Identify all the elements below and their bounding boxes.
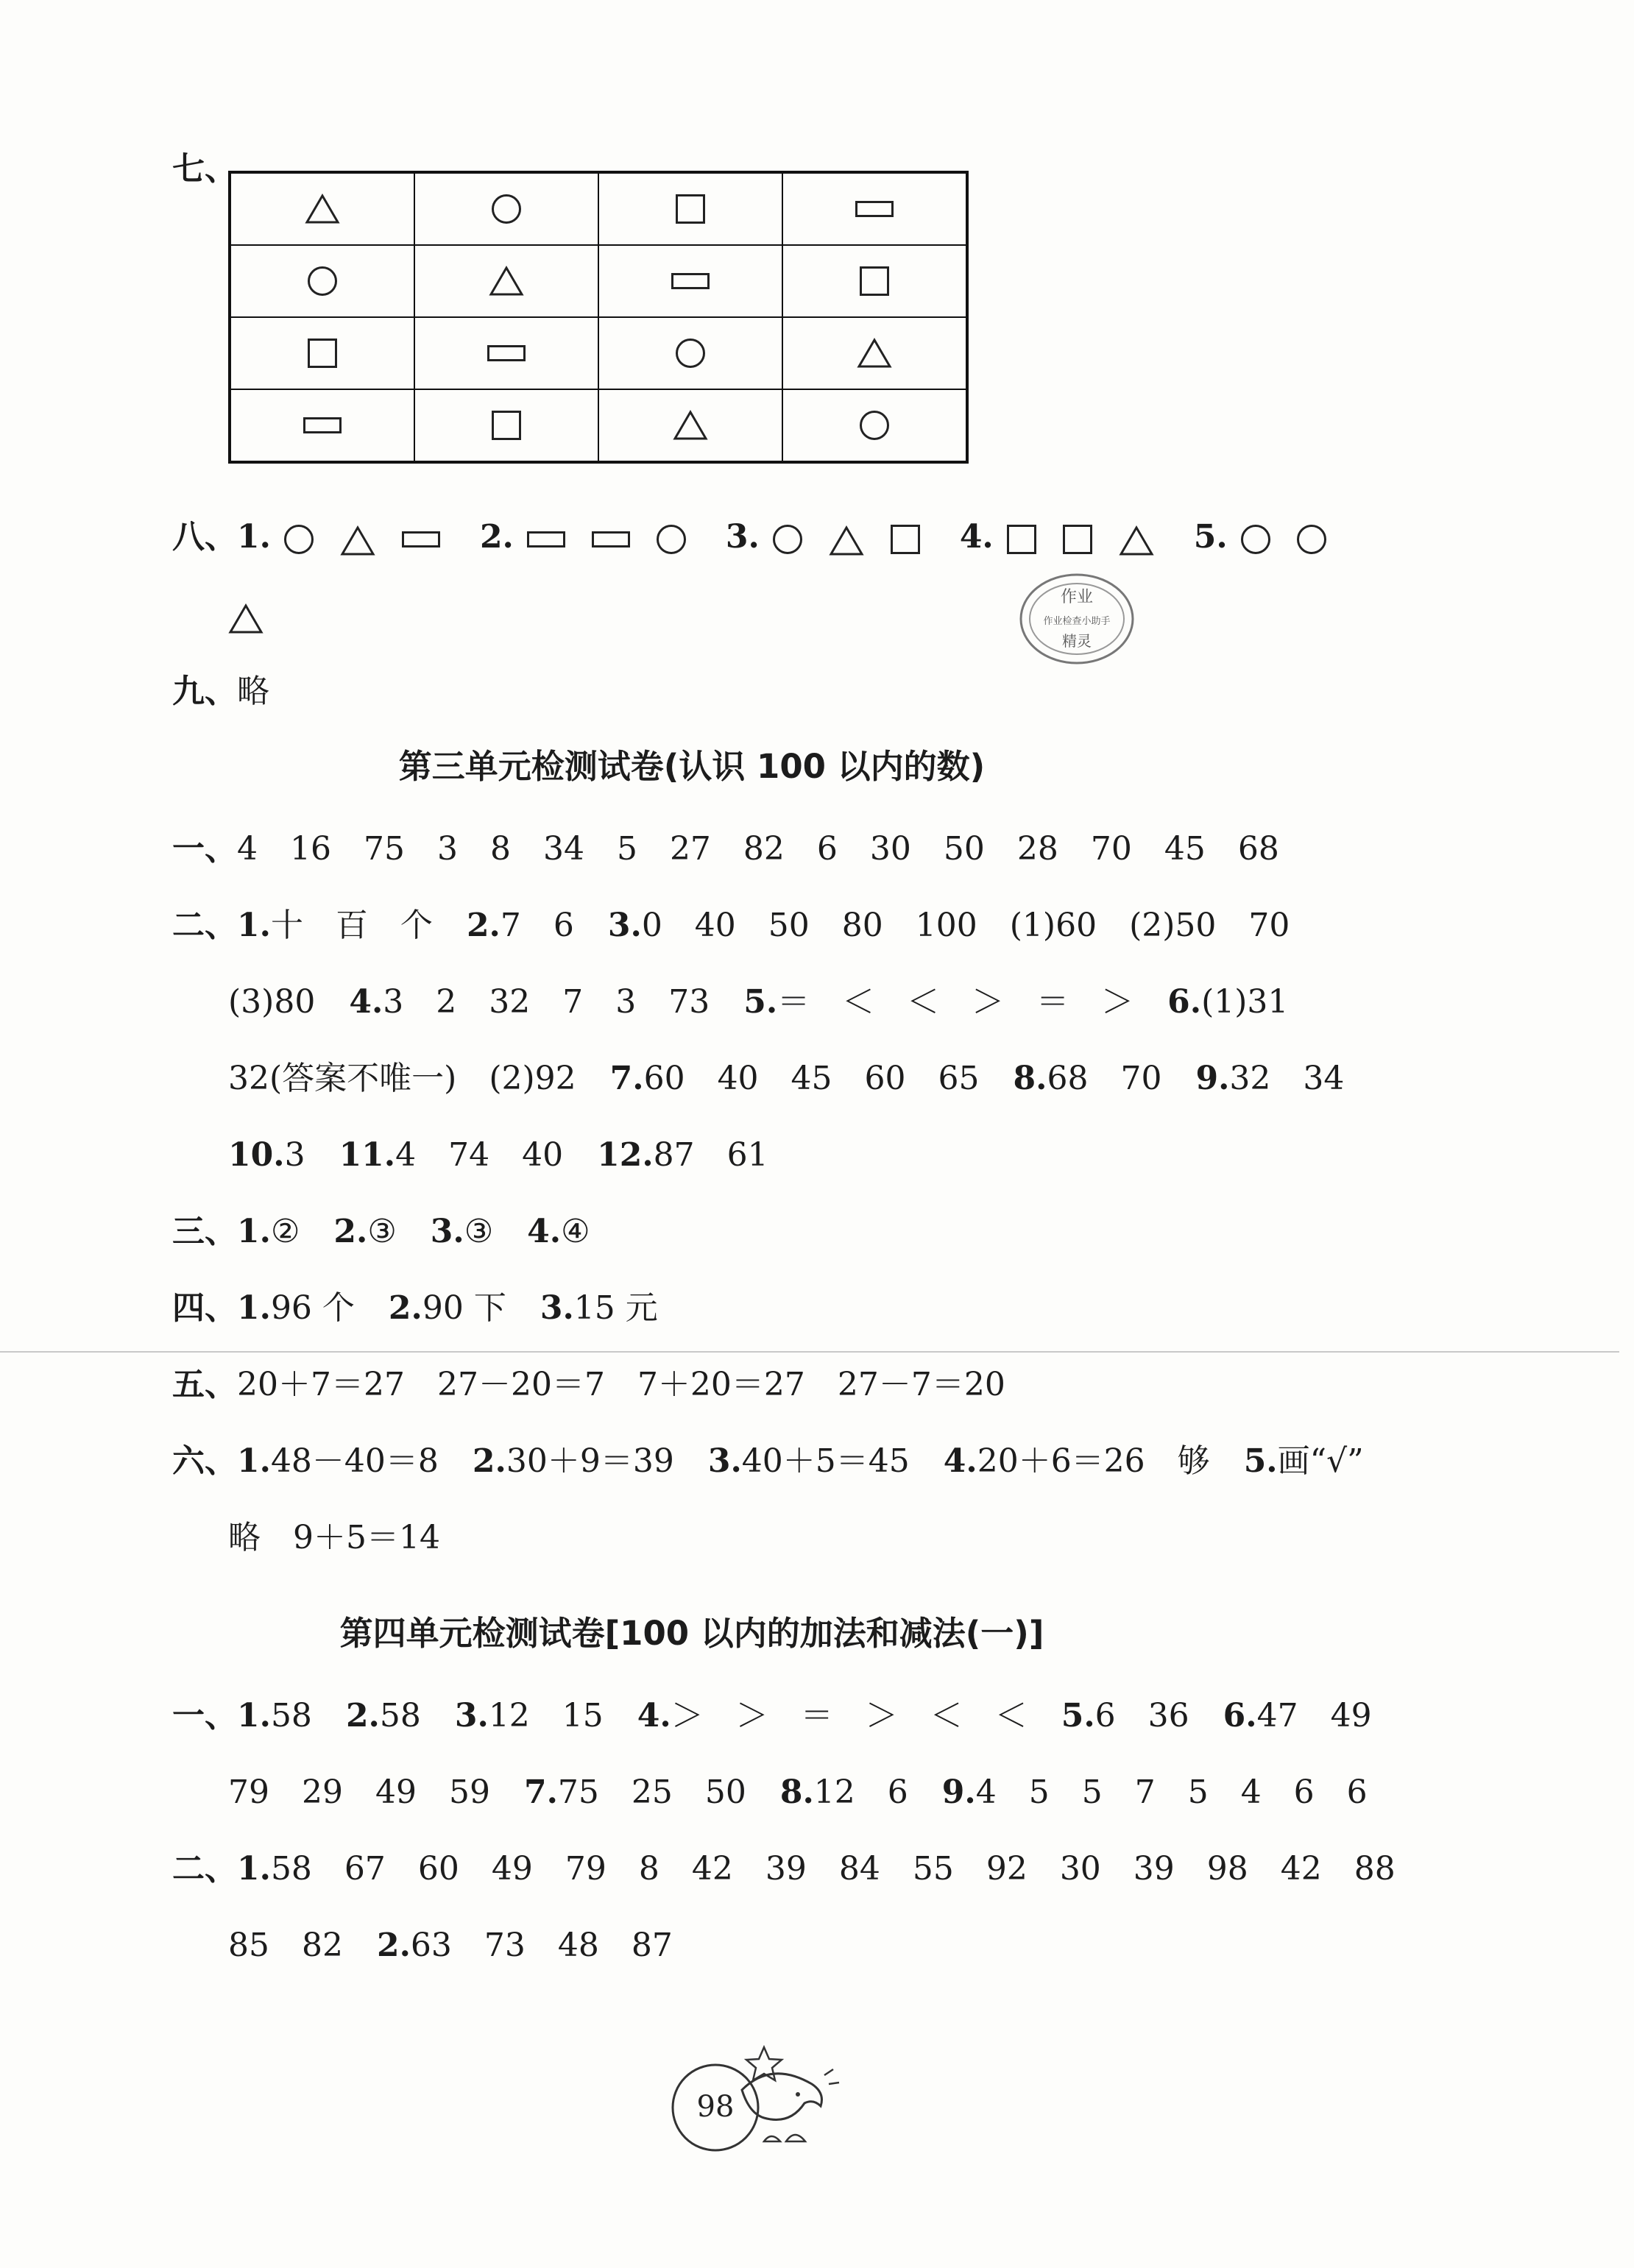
page-number: 98 — [696, 2090, 735, 2124]
rectangle-icon — [402, 531, 440, 547]
section-jiu: 九、略 — [172, 673, 269, 710]
table-cell — [782, 172, 967, 245]
circle-icon — [657, 525, 686, 554]
rectangle-icon — [592, 531, 630, 547]
square-icon — [676, 194, 705, 224]
circle-icon — [773, 525, 802, 554]
triangle-icon — [305, 194, 340, 224]
table-row — [230, 245, 967, 317]
triangle-icon — [340, 524, 375, 555]
table-cell — [230, 172, 414, 245]
triangle-icon — [489, 266, 524, 297]
circle-icon — [860, 411, 889, 440]
section-ba-line — [172, 515, 1340, 559]
answer-number: 3. — [725, 518, 760, 556]
unit3-liu-line1: 六、1.48－40＝8 2.30＋9＝39 3.40＋5＝45 4.20＋6＝26 够 5.画“√” — [172, 1442, 1364, 1480]
answer-number: 2. — [479, 518, 514, 556]
answer-number: 1. — [237, 518, 271, 556]
square-icon — [1007, 525, 1036, 554]
page-fold-line — [0, 1351, 1619, 1353]
table-cell — [598, 389, 782, 462]
table-row — [230, 317, 967, 389]
triangle-icon — [673, 410, 708, 441]
shell-icon — [764, 2136, 780, 2141]
unit4-yi-line2: 79 29 49 59 7.75 25 50 8.12 6 9.4 5 5 7 5 4 6 6 — [228, 1773, 1368, 1811]
triangle-icon — [228, 602, 264, 633]
table-cell — [782, 245, 967, 317]
square-icon — [492, 411, 521, 440]
triangle-icon — [857, 338, 892, 369]
table-cell — [782, 389, 967, 462]
stamp-top-text: 作业 — [1060, 588, 1094, 606]
table-cell — [414, 172, 598, 245]
rectangle-icon — [855, 201, 894, 217]
table-cell — [414, 317, 598, 389]
unit4-yi-line1: 一、1.58 2.58 3.12 15 4.＞ ＞ ＝ ＞ ＜ ＜ 5.6 36 6.47 49 — [172, 1697, 1372, 1734]
unit3-yi: 一、4 16 75 3 8 34 5 27 82 6 30 50 28 70 45 68 — [172, 830, 1279, 868]
unit3-er-line2: (3)80 4.3 2 32 7 3 73 5.＝ ＜ ＜ ＞ ＝ ＞ 6.(1)31 — [228, 983, 1289, 1021]
rectangle-icon — [671, 273, 710, 289]
stamp-middle-text: 作业检查小助手 — [1043, 616, 1111, 627]
unit3-er-line1: 二、1.十 百 个 2.7 6 3.0 40 50 80 100 (1)60 (2)50 70 — [172, 907, 1290, 944]
square-icon — [308, 339, 337, 368]
unit4-er-line2: 85 82 2.63 73 48 87 — [228, 1927, 673, 1964]
table-cell — [230, 389, 414, 462]
homework-stamp — [1014, 564, 1139, 674]
circle-icon — [676, 339, 705, 368]
dolphin-icon — [742, 2074, 822, 2120]
circle-icon — [284, 525, 314, 554]
table-cell — [598, 245, 782, 317]
unit3-wu: 五、20＋7＝27 27－20＝7 7＋20＝27 27－7＝20 — [172, 1366, 1005, 1403]
rectangle-icon — [303, 417, 342, 433]
unit3-si: 四、1.96 个 2.90 下 3.15 元 — [172, 1289, 658, 1327]
table-cell — [230, 317, 414, 389]
table-cell — [598, 172, 782, 245]
triangle-icon — [1119, 524, 1154, 555]
answer-number: 5. — [1193, 518, 1228, 556]
table-cell — [230, 245, 414, 317]
triangle-icon — [829, 524, 864, 555]
square-icon — [891, 525, 920, 554]
table-cell — [598, 317, 782, 389]
section-ba-label: 八、 — [172, 518, 237, 556]
page-number-badge — [654, 2031, 845, 2156]
answer-number: 4. — [959, 518, 994, 556]
stamp-bottom-text: 精灵 — [1062, 632, 1092, 650]
unit3-er-line4: 10.3 11.4 74 40 12.87 61 — [228, 1136, 768, 1174]
unit4-er-line1: 二、1.58 67 60 49 79 8 42 39 84 55 92 30 39 98 42 88 — [172, 1850, 1396, 1888]
unit3-liu-line2: 略 9＋5＝14 — [228, 1519, 440, 1556]
section-qi-label: 七、 — [172, 150, 237, 188]
circle-icon — [308, 266, 337, 296]
table-cell — [414, 245, 598, 317]
circle-icon — [492, 194, 521, 224]
rectangle-icon — [487, 345, 526, 361]
circle-icon — [1297, 525, 1326, 554]
square-icon — [1063, 525, 1092, 554]
unit3-er-line3: 32(答案不唯一) (2)92 7.60 40 45 60 65 8.68 70 9.32 34 — [228, 1060, 1345, 1097]
table-row — [230, 172, 967, 245]
circle-icon — [1241, 525, 1270, 554]
unit4-title: 第四单元检测试卷[100 以内的加法和减法(一)] — [339, 1614, 1044, 1653]
section-ba-line2 — [228, 593, 277, 637]
unit3-title: 第三单元检测试卷(认识 100 以内的数) — [398, 747, 986, 786]
shape-grid-table — [228, 171, 969, 464]
table-cell — [782, 317, 967, 389]
square-icon — [860, 266, 889, 296]
unit3-san: 三、1.② 2.③ 3.③ 4.④ — [172, 1213, 590, 1250]
table-row — [230, 389, 967, 462]
rectangle-icon — [527, 531, 565, 547]
table-cell — [414, 389, 598, 462]
